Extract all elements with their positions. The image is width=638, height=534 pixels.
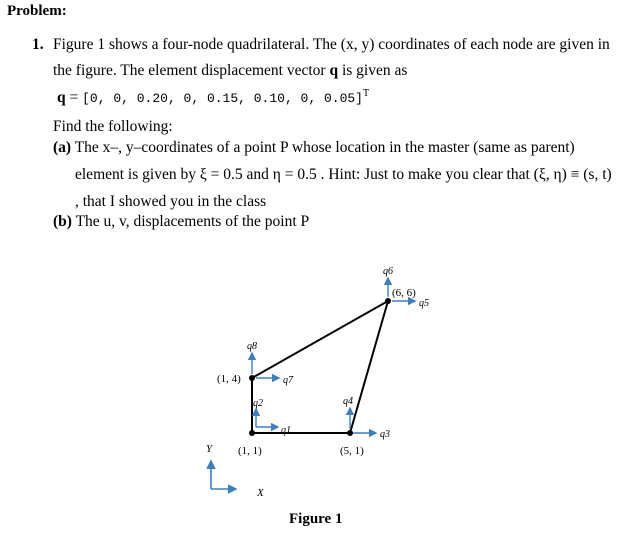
node-1-dot (249, 430, 255, 436)
node-1-label: (1, 1) (238, 445, 262, 457)
q6-label: q6 (383, 266, 393, 277)
line2-text: the figure. The element displacement vector (53, 62, 326, 79)
node-4-label: (1, 4) (217, 373, 241, 385)
node-3-dot (385, 298, 391, 304)
quadrilateral-element (252, 301, 388, 433)
q1-label: q1 (281, 425, 291, 436)
vector-values: [0, 0, 0.20, 0, 0.15, 0.10, 0, 0.05] (82, 91, 363, 107)
find-following: Find the following: (53, 118, 173, 135)
y-axis-label: Y (206, 443, 213, 455)
part-a-line-3: , that I showed you in the class (75, 193, 267, 210)
q3-label: q3 (380, 429, 390, 440)
vector-transpose: T (362, 88, 370, 99)
problem-line-1: Figure 1 shows a four-node quadrilateral. The (x, y) coordinates of each node are given in (53, 36, 610, 53)
q4-label: q4 (343, 396, 353, 407)
vector-eq: = (69, 89, 79, 107)
node-2-label: (5, 1) (340, 445, 364, 457)
figure-caption: Figure 1 (289, 511, 343, 527)
q2-label: q2 (253, 398, 263, 409)
node-2-dot (347, 430, 353, 436)
node-3-label: (6, 6) (392, 287, 416, 299)
problem-header: Problem: (7, 3, 67, 19)
node-4-dot (249, 375, 255, 381)
q5-label: q5 (419, 298, 429, 309)
q8-label: q8 (247, 341, 257, 352)
part-a-label: (a) (53, 139, 72, 156)
part-a-line-2: element is given by ξ = 0.5 and η = 0.5 . Hint: Just to make you clear that (ξ, η) ≡ (s, t) (75, 166, 612, 183)
part-b-label: (b) (53, 213, 72, 230)
part-a-text-1: The x–, y–coordinates of a point P whose location in the master (same as parent) (74, 139, 575, 156)
line2-end: is given as (341, 62, 408, 79)
part-b-text: The u, v, displacements of the point P (75, 213, 310, 230)
problem-number: 1. (32, 36, 44, 53)
q7-label: q7 (283, 375, 293, 386)
q-symbol: q (329, 62, 339, 79)
vector-lhs: q (57, 89, 66, 107)
x-axis-label: X (257, 487, 264, 499)
